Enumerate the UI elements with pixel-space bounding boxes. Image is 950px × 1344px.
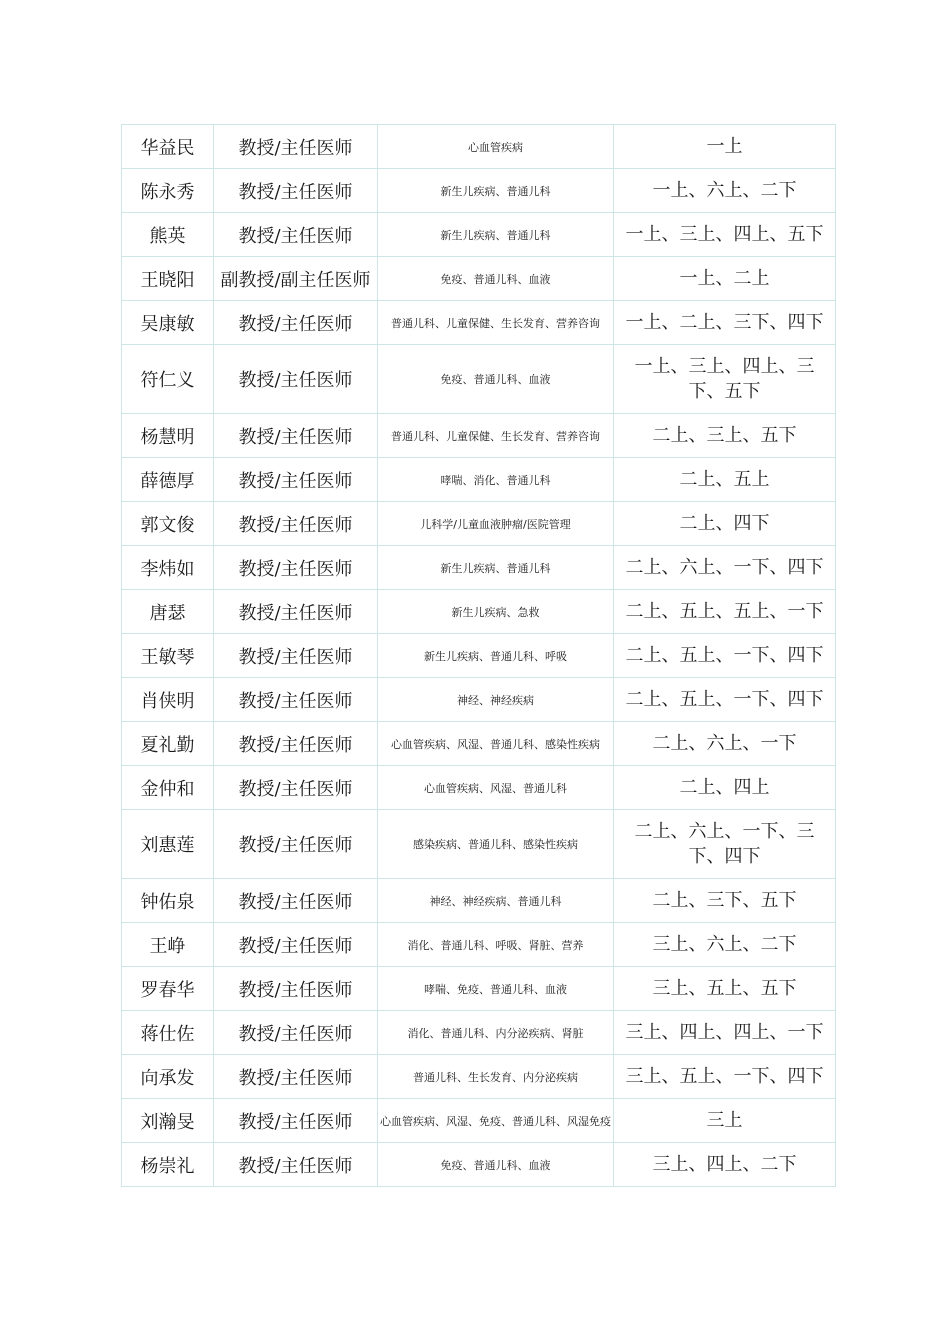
schedule-cell: 二上、三上、五下 <box>614 414 836 458</box>
doctor-title-cell: 教授/主任医师 <box>214 1143 378 1187</box>
doctor-name-cell: 陈永秀 <box>122 169 214 213</box>
doctor-title-cell: 教授/主任医师 <box>214 546 378 590</box>
table-row <box>122 345 836 414</box>
doctor-title-cell: 教授/主任医师 <box>214 766 378 810</box>
doctor-name-cell: 夏礼勤 <box>122 722 214 766</box>
schedule-cell: 一上、二上 <box>614 257 836 301</box>
table-row <box>122 1099 836 1143</box>
table-row <box>122 502 836 546</box>
doctor-title-cell: 教授/主任医师 <box>214 590 378 634</box>
table-row <box>122 1143 836 1187</box>
schedule-cell: 二上、六上、一下、三下、四下 <box>614 810 836 879</box>
doctor-title-cell: 教授/主任医师 <box>214 345 378 414</box>
specialty-cell: 神经、神经疾病 <box>378 678 614 722</box>
doctor-title-cell: 教授/主任医师 <box>214 1055 378 1099</box>
schedule-cell: 三上、六上、二下 <box>614 923 836 967</box>
doctor-title-cell: 教授/主任医师 <box>214 879 378 923</box>
specialty-cell: 普通儿科、生长发育、内分泌疾病 <box>378 1055 614 1099</box>
doctor-name-cell: 蒋仕佐 <box>122 1011 214 1055</box>
doctor-title-cell: 教授/主任医师 <box>214 1011 378 1055</box>
table-row <box>122 766 836 810</box>
doctor-title-cell: 副教授/副主任医师 <box>214 257 378 301</box>
doctor-name-cell: 薛德厚 <box>122 458 214 502</box>
schedule-cell: 三上 <box>614 1099 836 1143</box>
specialty-cell: 新生儿疾病、普通儿科 <box>378 546 614 590</box>
specialty-cell: 消化、普通儿科、内分泌疾病、肾脏 <box>378 1011 614 1055</box>
specialty-cell: 普通儿科、儿童保健、生长发育、营养咨询 <box>378 301 614 345</box>
doctor-title-cell: 教授/主任医师 <box>214 213 378 257</box>
specialty-cell: 感染疾病、普通儿科、感染性疾病 <box>378 810 614 879</box>
doctor-schedule-table <box>121 124 836 1187</box>
doctor-name-cell: 熊英 <box>122 213 214 257</box>
schedule-cell: 三上、五上、一下、四下 <box>614 1055 836 1099</box>
doctor-name-cell: 王晓阳 <box>122 257 214 301</box>
specialty-cell: 心血管疾病、风湿、普通儿科、感染性疾病 <box>378 722 614 766</box>
doctor-name-cell: 金仲和 <box>122 766 214 810</box>
specialty-cell: 哮喘、免疫、普通儿科、血液 <box>378 967 614 1011</box>
doctor-name-cell: 王敏琴 <box>122 634 214 678</box>
doctor-title-cell: 教授/主任医师 <box>214 1099 378 1143</box>
doctor-name-cell: 钟佑泉 <box>122 879 214 923</box>
doctor-title-cell: 教授/主任医师 <box>214 722 378 766</box>
schedule-cell: 二上、五上、五上、一下 <box>614 590 836 634</box>
table-row <box>122 678 836 722</box>
doctor-title-cell: 教授/主任医师 <box>214 502 378 546</box>
table-row <box>122 923 836 967</box>
schedule-cell: 三上、四上、四上、一下 <box>614 1011 836 1055</box>
doctor-title-cell: 教授/主任医师 <box>214 414 378 458</box>
specialty-cell: 免疫、普通儿科、血液 <box>378 257 614 301</box>
table-row <box>122 414 836 458</box>
specialty-cell: 免疫、普通儿科、血液 <box>378 1143 614 1187</box>
doctor-title-cell: 教授/主任医师 <box>214 169 378 213</box>
specialty-cell: 新生儿疾病、急救 <box>378 590 614 634</box>
doctor-name-cell: 杨慧明 <box>122 414 214 458</box>
schedule-cell: 二上、六上、一下 <box>614 722 836 766</box>
doctor-title-cell: 教授/主任医师 <box>214 125 378 169</box>
table-row <box>122 169 836 213</box>
specialty-cell: 心血管疾病 <box>378 125 614 169</box>
table-row <box>122 879 836 923</box>
doctor-name-cell: 罗春华 <box>122 967 214 1011</box>
schedule-cell: 一上、六上、二下 <box>614 169 836 213</box>
schedule-cell: 一上、二上、三下、四下 <box>614 301 836 345</box>
doctor-name-cell: 王峥 <box>122 923 214 967</box>
doctor-name-cell: 华益民 <box>122 125 214 169</box>
table-row <box>122 810 836 879</box>
doctor-name-cell: 刘瀚旻 <box>122 1099 214 1143</box>
table-row <box>122 967 836 1011</box>
doctor-title-cell: 教授/主任医师 <box>214 678 378 722</box>
doctor-title-cell: 教授/主任医师 <box>214 301 378 345</box>
schedule-cell: 三上、四上、二下 <box>614 1143 836 1187</box>
schedule-cell: 一上、三上、四上、五下 <box>614 213 836 257</box>
specialty-cell: 儿科学/儿童血液肿瘤/医院管理 <box>378 502 614 546</box>
doctor-name-cell: 肖侠明 <box>122 678 214 722</box>
doctor-title-cell: 教授/主任医师 <box>214 458 378 502</box>
specialty-cell: 神经、神经疾病、普通儿科 <box>378 879 614 923</box>
doctor-name-cell: 李炜如 <box>122 546 214 590</box>
table-body <box>122 125 836 1187</box>
doctor-title-cell: 教授/主任医师 <box>214 634 378 678</box>
doctor-name-cell: 刘惠莲 <box>122 810 214 879</box>
schedule-cell: 三上、五上、五下 <box>614 967 836 1011</box>
specialty-cell: 新生儿疾病、普通儿科 <box>378 169 614 213</box>
doctor-title-cell: 教授/主任医师 <box>214 923 378 967</box>
doctor-name-cell: 向承发 <box>122 1055 214 1099</box>
doctor-name-cell: 杨崇礼 <box>122 1143 214 1187</box>
doctor-name-cell: 郭文俊 <box>122 502 214 546</box>
table-row <box>122 546 836 590</box>
table-row <box>122 1055 836 1099</box>
specialty-cell: 心血管疾病、风湿、免疫、普通儿科、风湿免疫 <box>378 1099 614 1143</box>
specialty-cell: 新生儿疾病、普通儿科 <box>378 213 614 257</box>
schedule-cell: 一上、三上、四上、三下、五下 <box>614 345 836 414</box>
doctor-name-cell: 唐瑟 <box>122 590 214 634</box>
table-row <box>122 722 836 766</box>
specialty-cell: 免疫、普通儿科、血液 <box>378 345 614 414</box>
schedule-cell: 二上、六上、一下、四下 <box>614 546 836 590</box>
doctor-name-cell: 符仁义 <box>122 345 214 414</box>
doctor-name-cell: 吴康敏 <box>122 301 214 345</box>
schedule-cell: 二上、五上、一下、四下 <box>614 634 836 678</box>
schedule-cell: 二上、三下、五下 <box>614 879 836 923</box>
specialty-cell: 普通儿科、儿童保健、生长发育、营养咨询 <box>378 414 614 458</box>
schedule-cell: 二上、四上 <box>614 766 836 810</box>
specialty-cell: 哮喘、消化、普通儿科 <box>378 458 614 502</box>
schedule-cell: 二上、五上、一下、四下 <box>614 678 836 722</box>
table-row <box>122 458 836 502</box>
table-row <box>122 301 836 345</box>
table-row <box>122 213 836 257</box>
table-row <box>122 257 836 301</box>
table-row <box>122 634 836 678</box>
schedule-cell: 二上、五上 <box>614 458 836 502</box>
schedule-cell: 一上 <box>614 125 836 169</box>
table-row <box>122 590 836 634</box>
specialty-cell: 心血管疾病、风湿、普通儿科 <box>378 766 614 810</box>
doctor-title-cell: 教授/主任医师 <box>214 967 378 1011</box>
table-row <box>122 125 836 169</box>
doctor-title-cell: 教授/主任医师 <box>214 810 378 879</box>
table-row <box>122 1011 836 1055</box>
schedule-cell: 二上、四下 <box>614 502 836 546</box>
specialty-cell: 消化、普通儿科、呼吸、肾脏、营养 <box>378 923 614 967</box>
specialty-cell: 新生儿疾病、普通儿科、呼吸 <box>378 634 614 678</box>
